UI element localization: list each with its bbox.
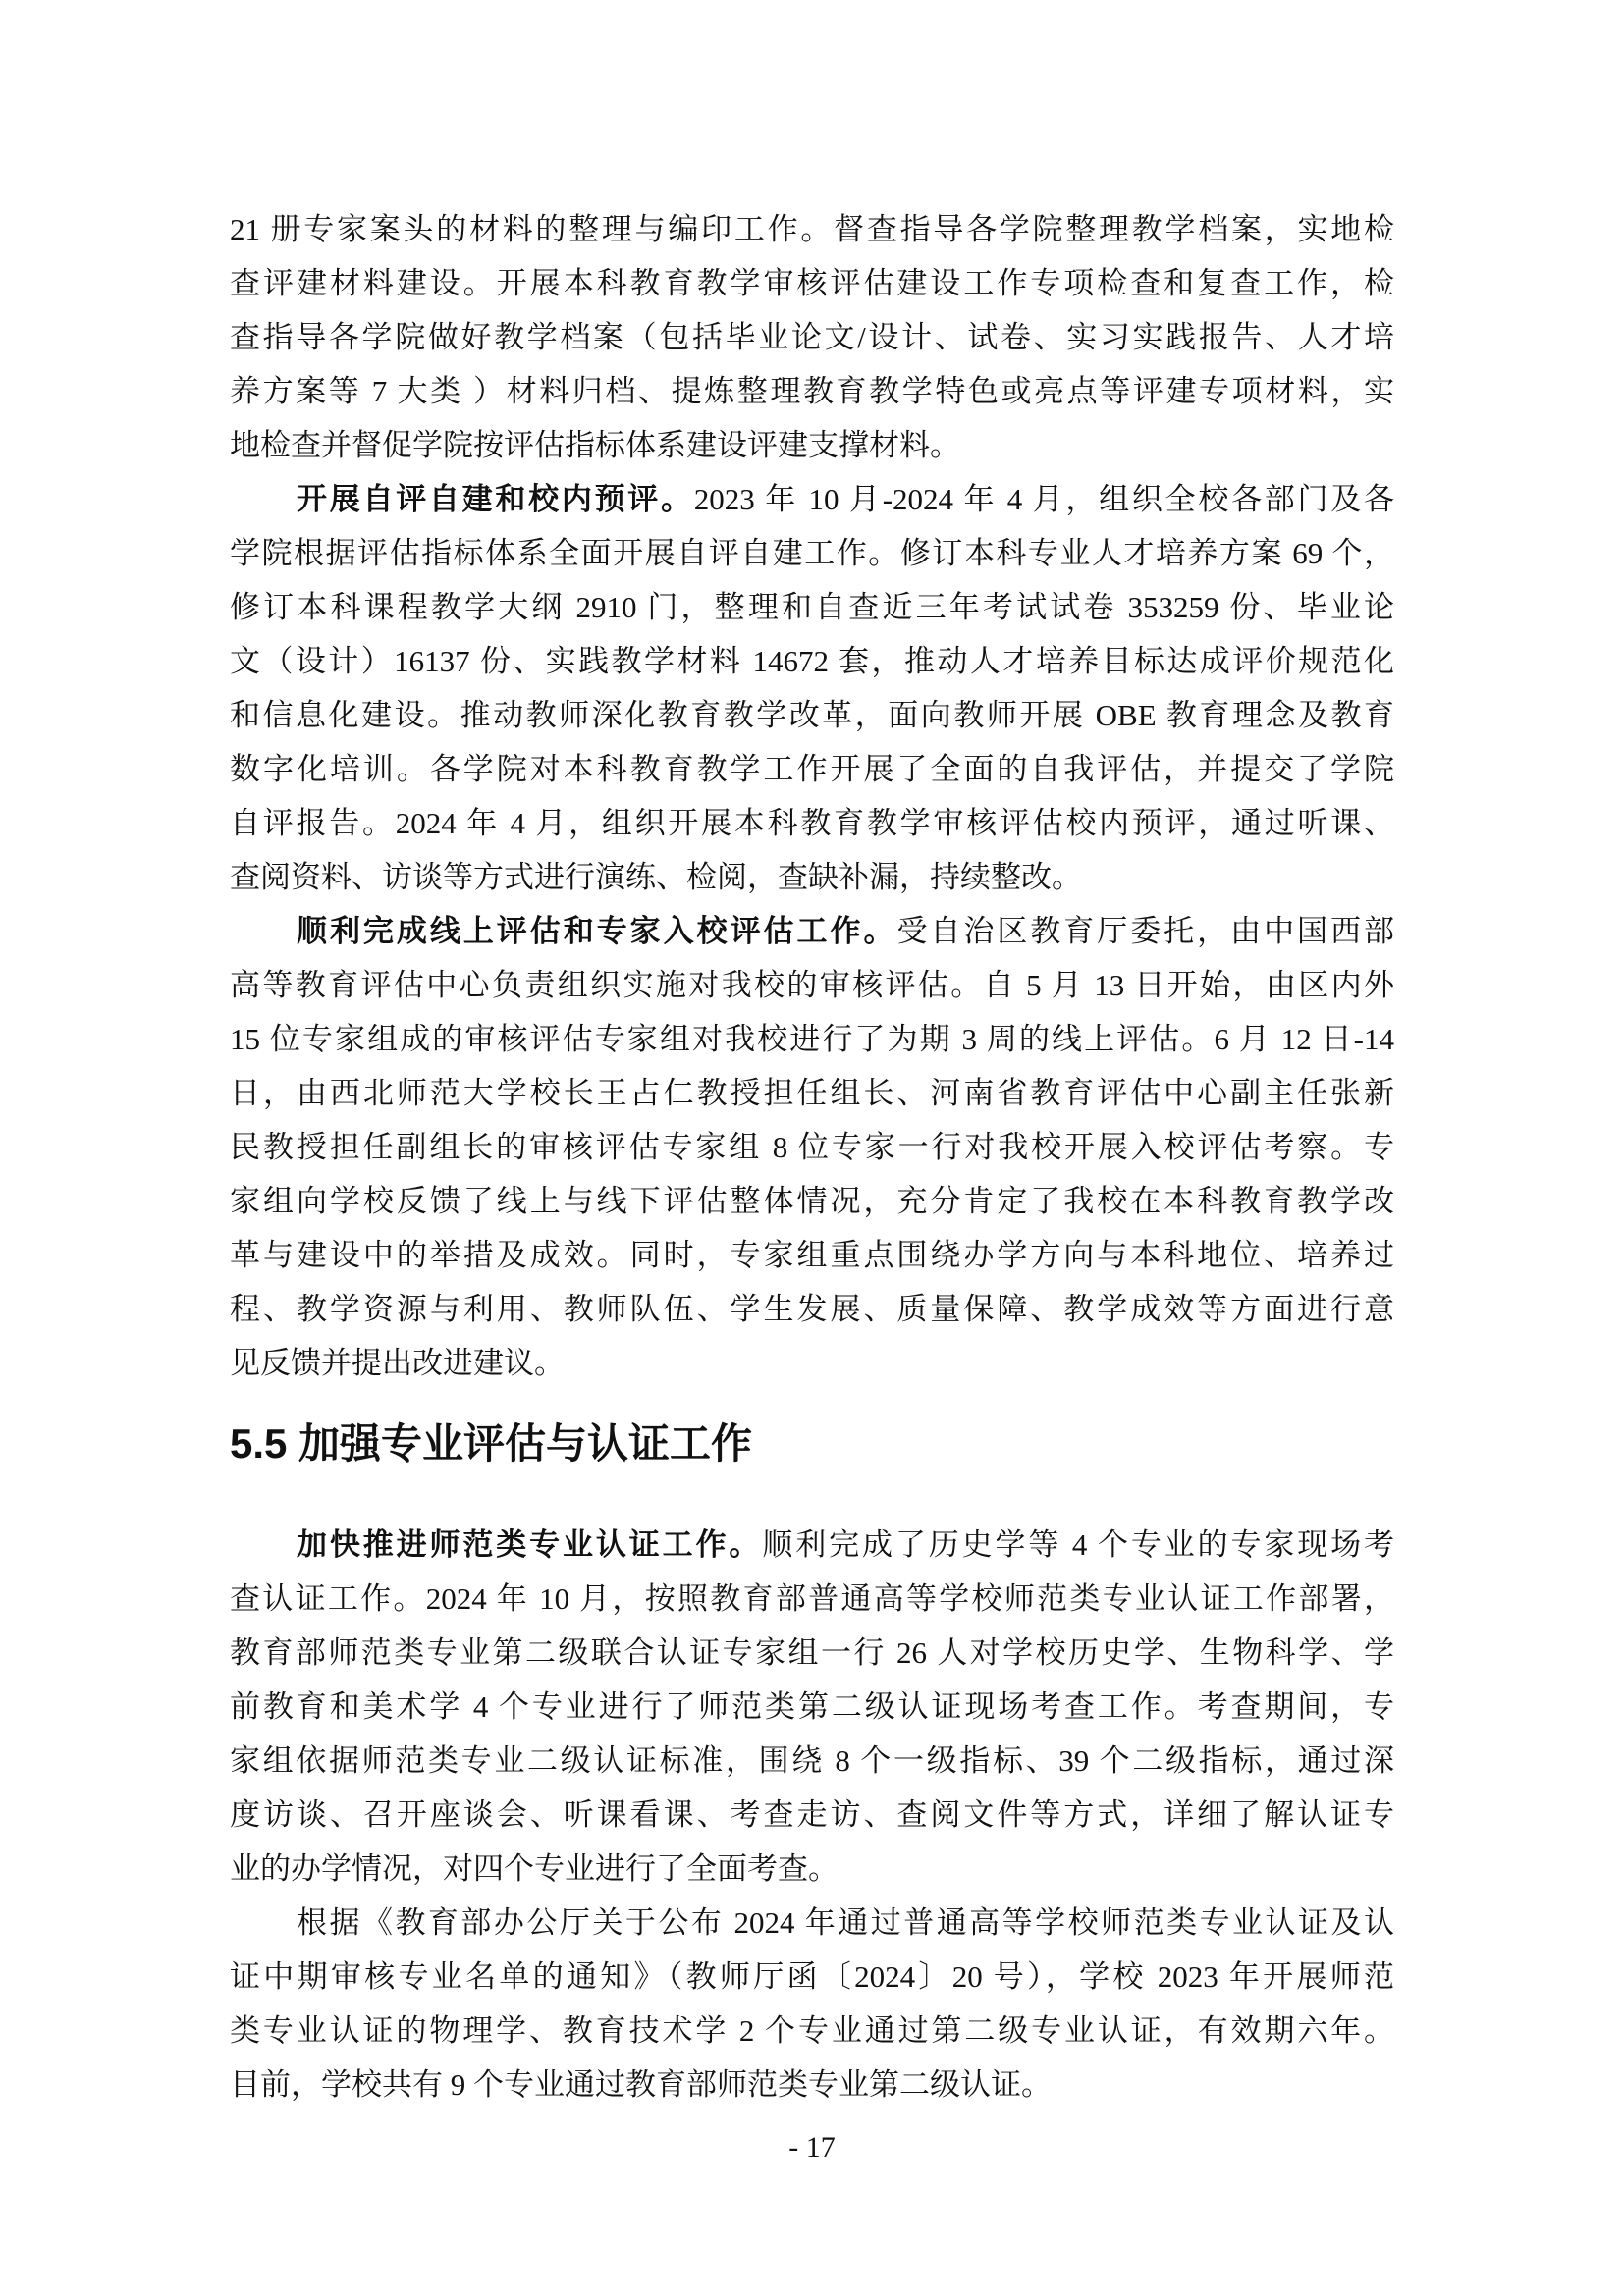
body-line bbox=[230, 1518, 1394, 1572]
paragraph-lead: 顺利完成线上评估和专家入校评估工作。 bbox=[297, 914, 897, 948]
paragraph-text: 顺利完成了历史学等 4 个专业的专家现场考 bbox=[762, 1527, 1394, 1562]
body-line: 目前，学校共有 9 个专业通过教育部师范类专业第二级认证。 bbox=[230, 2067, 1052, 2102]
body-line: 程、教学资源与利用、教师队伍、学生发展、质量保障、教学成效等方面进行意 bbox=[230, 1292, 1394, 1326]
body-line: 家组向学校反馈了线上与线下评估整体情况，充分肯定了我校在本科教育教学改 bbox=[230, 1184, 1394, 1218]
body-line: 类专业认证的物理学、教育技术学 2 个专业通过第二级专业认证，有效期六年。 bbox=[230, 2013, 1394, 2048]
body-line: 证中期审核专业名单的通知》（教师厅函〔2024〕20 号），学校 2023 年开展师范 bbox=[230, 1959, 1394, 1994]
body-line: 21 册专家案头的材料的整理与编印工作。督查指导各学院整理教学档案，实地检 bbox=[230, 212, 1394, 246]
body-line: 见反馈并提出改进建议。 bbox=[230, 1346, 565, 1380]
paragraph bbox=[230, 472, 1394, 904]
body-line: 修订本科课程教学大纲 2910 门，整理和自查近三年考试试卷 353259 份、毕业论 bbox=[230, 590, 1394, 624]
body-line: 查指导各学院做好教学档案（包括毕业论文/设计、试卷、实习实践报告、人才培 bbox=[230, 320, 1394, 354]
body-line: 和信息化建设。推动教师深化教育教学改革，面向教师开展 OBE 教育理念及教育 bbox=[230, 698, 1394, 732]
body-line: 根据《教育部办公厅关于公布 2024 年通过普通高等学校师范类专业认证及认 bbox=[297, 1905, 1394, 1940]
body-line: 度访谈、召开座谈会、听课看课、考查走访、查阅文件等方式，详细了解认证专 bbox=[230, 1797, 1394, 1832]
body-line: 地检查并督促学院按评估指标体系建设评建支撑材料。 bbox=[230, 428, 960, 462]
body-line: 文（设计）16137 份、实践教学材料 14672 套，推动人才培养目标达成评价规范化 bbox=[230, 644, 1394, 678]
body-line bbox=[230, 904, 1394, 958]
paragraph bbox=[230, 1518, 1394, 1896]
paragraph bbox=[230, 904, 1394, 1390]
body-line: 15 位专家组成的审核评估专家组对我校进行了为期 3 周的线上评估。6 月 12 日-14 bbox=[230, 1022, 1394, 1056]
paragraph-text: 2023 年 10 月-2024 年 4 月，组织全校各部门及各 bbox=[693, 482, 1394, 516]
body-line: 查认证工作。2024 年 10 月，按照教育部普通高等学校师范类专业认证工作部署， bbox=[230, 1581, 1394, 1616]
body-line: 自评报告。2024 年 4 月，组织开展本科教育教学审核评估校内预评，通过听课、 bbox=[230, 806, 1394, 840]
body-line: 查评建材料建设。开展本科教育教学审核评估建设工作专项检查和复查工作，检 bbox=[230, 266, 1394, 300]
page-number: - 17 bbox=[788, 2131, 836, 2163]
body-line: 养方案等 7 大类 ）材料归档、提炼整理教育教学特色或亮点等评建专项材料，实 bbox=[230, 374, 1394, 408]
paragraph-lead: 开展自评自建和校内预评。 bbox=[297, 482, 694, 516]
body-line: 业的办学情况，对四个专业进行了全面考查。 bbox=[230, 1851, 839, 1886]
text-block bbox=[230, 202, 1394, 2111]
body-line: 数字化培训。各学院对本科教育教学工作开展了全面的自我评估，并提交了学院 bbox=[230, 752, 1394, 786]
body-line: 日，由西北师范大学校长王占仁教授担任组长、河南省教育评估中心副主任张新 bbox=[230, 1076, 1394, 1110]
paragraph bbox=[230, 1896, 1394, 2111]
body-line: 高等教育评估中心负责组织实施对我校的审核评估。自 5 月 13 日开始，由区内外 bbox=[230, 968, 1394, 1002]
body-line: 查阅资料、访谈等方式进行演练、检阅，查缺补漏，持续整改。 bbox=[230, 860, 1082, 894]
paragraph-lead: 加快推进师范类专业认证工作。 bbox=[297, 1527, 763, 1562]
paragraph bbox=[230, 202, 1394, 472]
body-line bbox=[230, 472, 1394, 526]
body-line: 教育部师范类专业第二级联合认证专家组一行 26 人对学校历史学、生物科学、学 bbox=[230, 1635, 1394, 1670]
paragraph-text: 受自治区教育厅委托，由中国西部 bbox=[896, 914, 1394, 948]
section-heading: 5.5 加强专业评估与认证工作 bbox=[230, 1420, 753, 1467]
body-line: 前教育和美术学 4 个专业进行了师范类第二级认证现场考查工作。考查期间，专 bbox=[230, 1689, 1394, 1724]
body-line: 革与建设中的举措及成效。同时，专家组重点围绕办学方向与本科地位、培养过 bbox=[230, 1238, 1394, 1272]
body-line: 学院根据评估指标体系全面开展自评自建工作。修订本科专业人才培养方案 69 个， bbox=[230, 536, 1394, 570]
body-line: 民教授担任副组长的审核评估专家组 8 位专家一行对我校开展入校评估考察。专 bbox=[230, 1130, 1394, 1164]
body-line: 家组依据师范类专业二级认证标准，围绕 8 个一级指标、39 个二级指标，通过深 bbox=[230, 1743, 1394, 1778]
